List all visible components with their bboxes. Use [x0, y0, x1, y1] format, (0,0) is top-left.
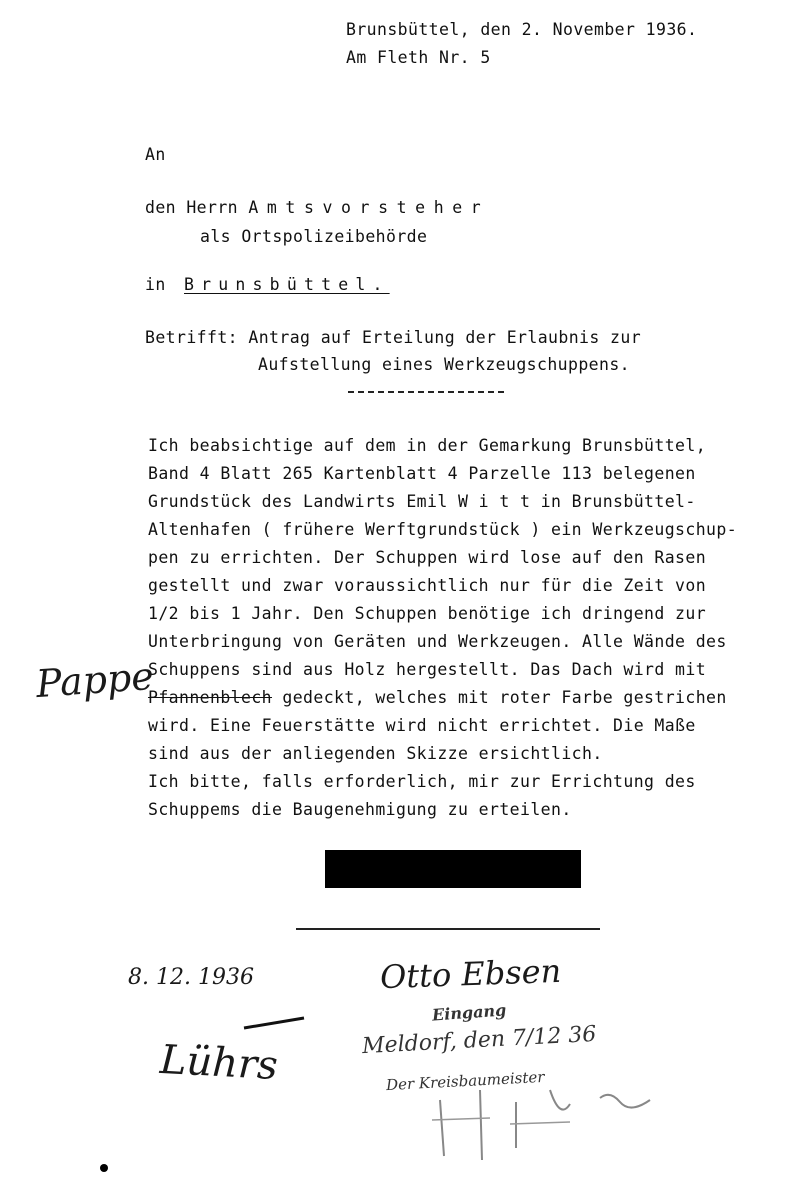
body-line: gestellt und zwar voraussichtlich nur für die Zeit von — [148, 576, 707, 595]
signature-rule — [296, 928, 600, 930]
subject-divider — [348, 391, 504, 393]
stamp-line-3: Der Kreisbaumeister — [385, 1067, 545, 1095]
body-line: 1/2 bis 1 Jahr. Den Schuppen benötige ich dringend zur — [148, 604, 707, 623]
place-date: Brunsbüttel, den 2. November 1936. — [346, 20, 698, 39]
body-line: Ich beabsichtige auf dem in der Gemarkung Brunsbüttel, — [148, 436, 707, 455]
stamp-line-1: Eingang — [431, 1000, 507, 1025]
subject-text-1: Antrag auf Erteilung der Erlaubnis zur — [248, 328, 642, 347]
body-line: wird. Eine Feuerstätte wird nicht errichtet. Die Maße — [148, 716, 696, 735]
body-line: Ich bitte, falls erforderlich, mir zur Errichtung des — [148, 772, 696, 791]
redaction-block — [325, 850, 581, 888]
pen-stroke-mark — [240, 1014, 310, 1034]
body-line: Schuppens sind aus Holz hergestellt. Das Dach wird mit — [148, 660, 707, 679]
handwritten-signature: Otto Ebsen — [379, 951, 562, 997]
body-line: Unterbringung von Geräten und Werkzeugen. Alle Wände des — [148, 632, 727, 651]
body-line: pen zu errichten. Der Schuppen wird lose auf den Rasen — [148, 548, 707, 567]
faint-scribble-mark — [420, 1060, 680, 1170]
subject-line-2: Aufstellung eines Werkzeugschuppens. — [258, 355, 631, 374]
struck-word: Pfannenblech — [148, 688, 273, 707]
subject-line-1 — [145, 328, 641, 347]
recipient-title: Amtsvorsteher — [248, 198, 490, 217]
body-line: gedeckt, welches mit roter Farbe gestrichen — [282, 688, 727, 707]
body-line: Altenhafen ( frühere Werftgrundstück ) ein Werkzeugschup- — [148, 520, 738, 539]
recipient-line-2: als Ortspolizeibehörde — [200, 227, 428, 246]
body-line: Grundstück des Landwirts Emil W i t t in Brunsbüttel- — [148, 492, 696, 511]
sender-address: Am Fleth Nr. 5 — [346, 48, 491, 67]
body-line: Schuppems die Baugenehmigung zu erteilen. — [148, 800, 572, 819]
recipient-line-3 — [145, 275, 390, 294]
recipient-prefix: den Herrn — [145, 198, 239, 217]
stamp-line-2: Meldorf, den 7/12 36 — [361, 1021, 597, 1060]
ink-dot — [100, 1164, 108, 1172]
handwritten-initials: Lührs — [158, 1036, 279, 1090]
handwritten-date: 8. 12. 1936 — [128, 965, 254, 990]
recipient-line-1 — [145, 198, 489, 217]
salutation: An — [145, 145, 166, 164]
recipient-place: Brunsbüttel. — [184, 275, 390, 294]
body-line: Band 4 Blatt 265 Kartenblatt 4 Parzelle 113 belegenen — [148, 464, 696, 483]
body-line: sind aus der anliegenden Skizze ersichtlich. — [148, 744, 603, 763]
margin-note-handwritten: Pappe — [34, 653, 156, 707]
recipient-in: in — [145, 275, 166, 294]
body-line-struck — [148, 688, 727, 707]
subject-label: Betrifft: — [145, 328, 239, 347]
